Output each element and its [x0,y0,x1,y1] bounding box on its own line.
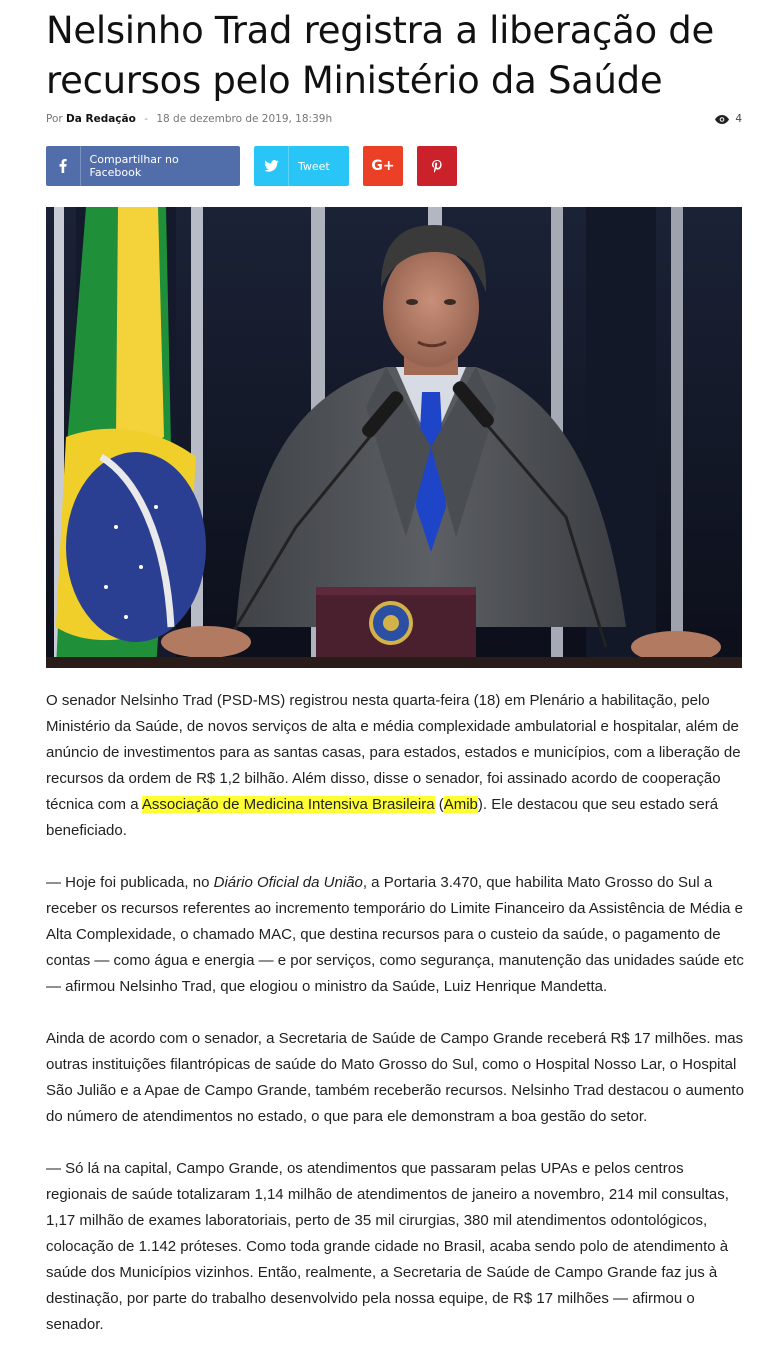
by-label: Por [46,113,63,125]
twitter-icon [254,160,288,172]
share-facebook-label: Compartilhar no Facebook [80,146,240,186]
diario-oficial-text: Diário Oficial da União [213,874,363,891]
paragraph-text: — Hoje foi publicada, no [46,874,214,891]
author-link[interactable]: Da Redação [66,113,136,125]
article-title: Nelsinho Trad registra a liberação de recursos pelo Ministério da Saúde [46,9,714,102]
paragraph-text: , a Portaria 3.470, que habilita Mato Grosso do Sul a receber os recursos referentes ao incremento temporário do Limite Financeiro da Assistência de Média e Alta Complexidade, o chamado MAC, que destina recursos para o custeio da saúde, o pagamento de contas — como água e energia — e por serviços, como segurança, manutenção das unidades saúde etc — afirmou Nelsinho Trad, que elogiou o ministro da Saúde, Luiz Henrique Mandetta. [46,874,744,995]
article-body [46,688,746,1358]
paragraph-1 [46,688,746,844]
share-googleplus-button[interactable] [363,146,403,186]
share-twitter-label: Tweet [288,146,338,186]
paragraph-4: — Só lá na capital, Campo Grande, os atendimentos que passaram pelas UPAs e pelos centros regionais de saúde totalizaram 1,14 milhão de atendimentos de janeiro a novembro, 214 mil consultas, 1,17 milhão de exames laboratoriais, perto de 35 mil cirurgias, 380 mil atendimentos odontológicos, colocação de 1.142 próteses. Como toda grande cidade no Brasil, acaba sendo polo de atendimento à saúde dos Municípios vizinhos. Então, realmente, a Secretaria de Saúde de Campo Grande faz jus à destinação, por parte do trabalho desenvolvido pela nossa equipe, de R$ 17 milhões — afirmou o senador. [46,1160,729,1333]
publish-date: 18 de dezembro de 2019, 18:39h [156,113,333,125]
view-count-value: 4 [735,113,742,125]
amib-link[interactable]: Associação de Medicina Intensiva Brasileira [141,796,435,813]
pinterest-icon [432,160,442,173]
paragraph-3: Ainda de acordo com o senador, a Secretaria de Saúde de Campo Grande receberá R$ 17 milhões. mas outras instituições filantrópicas de saúde do Mato Grosso do Sul, como o Hospital Nosso Lar, o Hospital São Julião e a Apae de Campo Grande, também receberão recursos. Nelsinho Trad destacou o aumento do número de atendimentos no estado, o que para ele demonstram a boa gestão do setor. [46,1030,744,1125]
googleplus-icon: G+ [371,158,395,174]
amib-abbr-link[interactable]: Amib [443,796,478,813]
eye-icon [715,115,729,124]
senator-speaking-image [46,207,742,668]
share-facebook-button[interactable] [46,146,240,186]
facebook-icon [46,159,80,173]
share-pinterest-button[interactable] [417,146,457,186]
paragraph-text: ). Ele destacou que seu estado será beneficiado. [46,796,719,839]
paragraph-text: O senador Nelsinho Trad (PSD-MS) registrou nesta quarta-feira (18) em Plenário a habilitação, pelo Ministério da Saúde, de novos serviços de alta e média complexidade ambulatorial e hospitalar, além de anúncio de investimentos para as santas casas, para estados, estados e municípios, com a liberação de recursos da ordem de R$ 1,2 bilhão. Além disso, disse o senador, foi assinado acordo de cooperação técnica com a [46,692,741,813]
share-bar [46,146,457,186]
view-count [715,113,742,125]
meta-separator: - [144,113,148,125]
article-meta [46,113,742,129]
article-image [46,207,742,668]
share-twitter-button[interactable] [254,146,349,186]
paragraph-2 [46,870,746,1000]
paragraph-text: ( [434,796,444,813]
